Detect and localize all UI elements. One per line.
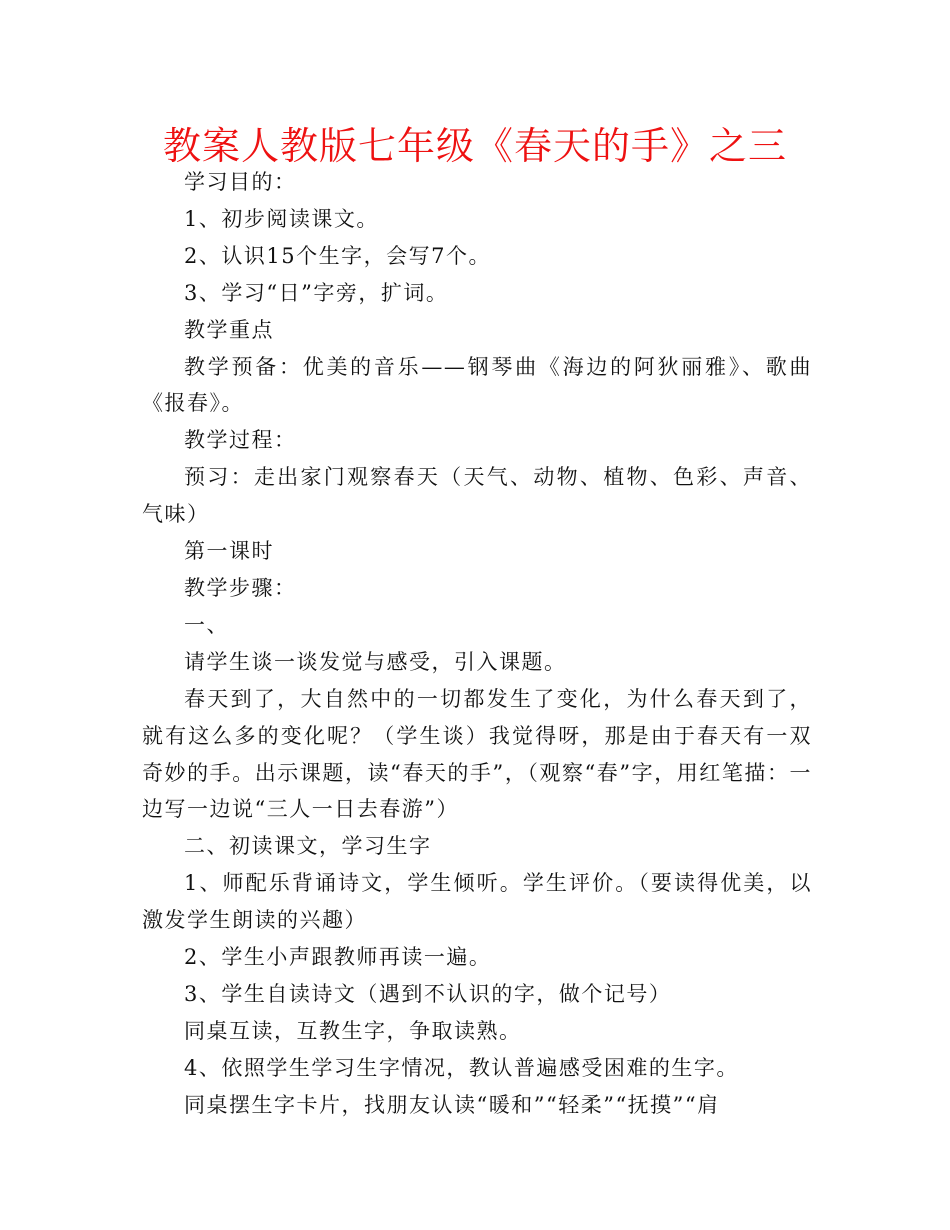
paragraph: 预习：走出家门观察春天（天气、动物、植物、色彩、声音、气味）	[142, 465, 812, 527]
paragraph: 1、师配乐背诵诗文，学生倾听。学生评价。（要读得优美，以激发学生朗读的兴趣）	[142, 871, 812, 933]
paragraph: 2、认识15个生字，会写7个。	[184, 243, 491, 268]
paragraph: 同桌摆生字卡片，找朋友认读“暖和”“轻柔”“抚摸”“肩	[184, 1092, 720, 1117]
paragraph: 二、初读课文，学习生字	[184, 834, 432, 859]
paragraph: 2、学生小声跟教师再读一遍。	[184, 945, 492, 970]
paragraph: 教学过程：	[184, 428, 297, 453]
paragraph: 同桌互读，互教生字，争取读熟。	[184, 1018, 522, 1043]
document-title: 教案人教版七年级《春天的手》之三	[162, 124, 787, 168]
paragraph: 教学步骤：	[184, 575, 297, 600]
paragraph: 1、初步阅读课文。	[184, 206, 379, 231]
paragraph: 请学生谈一谈发觉与感受，引入课题。	[184, 649, 567, 674]
paragraph: 4、依照学生学习生字情况，教认普遍感受困难的生字。	[184, 1055, 739, 1080]
paragraph: 第一课时	[184, 539, 274, 564]
paragraph: 教学预备：优美的音乐——钢琴曲《海边的阿狄丽雅》、歌曲《报春》。	[142, 354, 812, 416]
paragraph: 3、学习“日”字旁，扩词。	[184, 280, 449, 305]
document-body	[142, 164, 812, 1124]
paragraph: 学习目的：	[184, 170, 297, 194]
paragraph: 3、学生自读诗文（遇到不认识的字，做个记号）	[184, 981, 672, 1006]
paragraph: 春天到了，大自然中的一切都发生了变化，为什么春天到了，就有这么多的变化呢？（学生谈）我觉得呀，那是由于春天有一双奇妙的手。出示课题，读“春天的手”，（观察“春”字，用红笔描：一边写一边说“三人一日去春游”）	[142, 686, 812, 822]
paragraph: 教学重点	[184, 317, 274, 342]
paragraph: 一、	[184, 612, 229, 637]
